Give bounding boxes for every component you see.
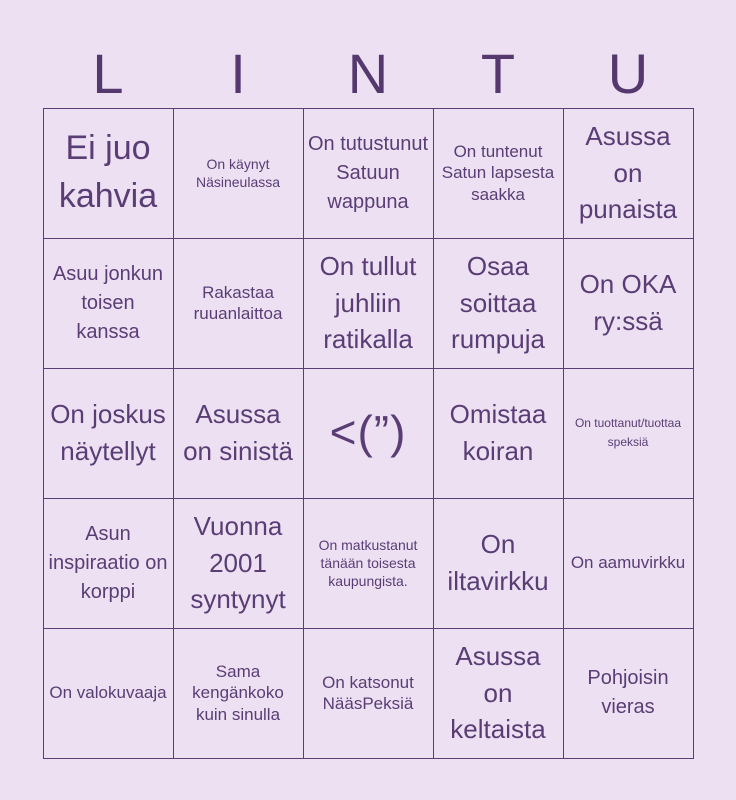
title-letter-n: N xyxy=(347,42,389,105)
free-space-cell[interactable]: <(”) xyxy=(303,368,434,499)
bingo-cell[interactable]: Asussa on punaista xyxy=(563,108,694,239)
bingo-cell[interactable]: Pohjoisin vieras xyxy=(563,628,694,759)
bingo-cell[interactable]: On tuottanut/tuottaa speksiä xyxy=(563,368,694,499)
bingo-cell[interactable]: On aamuvirkku xyxy=(563,498,694,629)
bingo-cell[interactable]: On tuntenut Satun lapsesta saakka xyxy=(433,108,564,239)
bingo-cell[interactable]: On valokuvaaja xyxy=(43,628,174,759)
bingo-cell[interactable]: Asussa on sinistä xyxy=(173,368,304,499)
bingo-cell[interactable]: Vuonna 2001 syntynyt xyxy=(173,498,304,629)
bingo-cell[interactable]: On tullut juhliin ratikalla xyxy=(303,238,434,369)
bingo-cell[interactable]: On matkustanut tänään toisesta kaupungista. xyxy=(303,498,434,629)
bingo-cell[interactable]: Omistaa koiran xyxy=(433,368,564,499)
bingo-title xyxy=(43,40,693,108)
bingo-cell[interactable]: On joskus näytellyt xyxy=(43,368,174,499)
bingo-cell[interactable]: Ei juo kahvia xyxy=(43,108,174,239)
title-letter-l: L xyxy=(92,42,124,105)
bingo-cell[interactable]: Asuu jonkun toisen kanssa xyxy=(43,238,174,369)
bingo-cell[interactable]: On katsonut NääsPeksiä xyxy=(303,628,434,759)
bingo-grid xyxy=(43,108,693,758)
bingo-cell[interactable]: On OKA ry:ssä xyxy=(563,238,694,369)
bingo-cell[interactable]: On iltavirkku xyxy=(433,498,564,629)
bingo-cell[interactable]: Rakastaa ruuanlaittoa xyxy=(173,238,304,369)
bingo-cell[interactable]: On tutustunut Satuun wappuna xyxy=(303,108,434,239)
bingo-cell[interactable]: Asussa on keltaista xyxy=(433,628,564,759)
title-letter-u: U xyxy=(607,42,649,105)
bingo-cell[interactable]: On käynyt Näsineulassa xyxy=(173,108,304,239)
bingo-cell[interactable]: Osaa soittaa rumpuja xyxy=(433,238,564,369)
title-letter-t: T xyxy=(480,42,516,105)
bingo-cell[interactable]: Asun inspiraatio on korppi xyxy=(43,498,174,629)
bingo-cell[interactable]: Sama kengänkoko kuin sinulla xyxy=(173,628,304,759)
title-letter-i: I xyxy=(230,42,246,105)
